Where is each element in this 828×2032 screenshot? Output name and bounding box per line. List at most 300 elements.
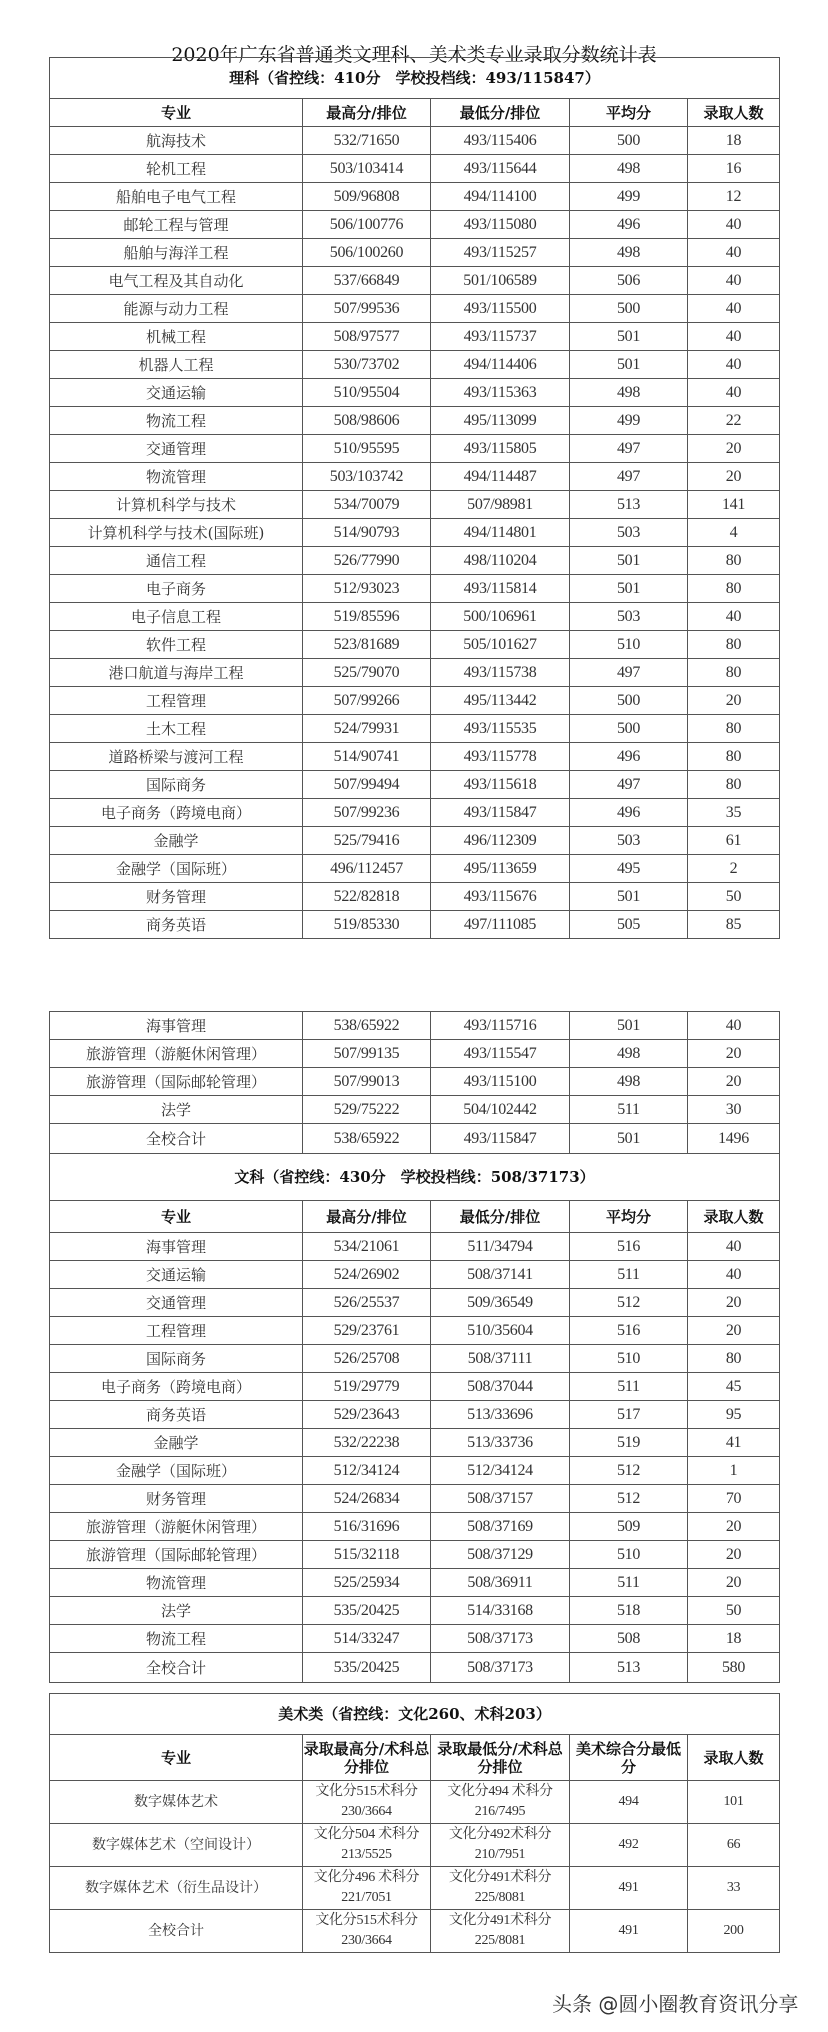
- cell-lowest-score-rank: 504/102442: [431, 1096, 570, 1124]
- cell-highest-score-rank: 534/21061: [303, 1233, 431, 1261]
- cell-highest-score-rank: 525/25934: [303, 1569, 431, 1597]
- cell-average-score: 517: [570, 1401, 688, 1429]
- cell-major: 电子信息工程: [50, 603, 303, 631]
- cell-major: 数字媒体艺术: [50, 1781, 303, 1824]
- cell-admitted-count: 20: [688, 1513, 780, 1541]
- cell-lowest-score-rank: 507/98981: [431, 491, 570, 519]
- cell-major: 物流管理: [50, 1569, 303, 1597]
- table-row: [50, 1625, 780, 1653]
- cell-lowest-score-rank: 508/37157: [431, 1485, 570, 1513]
- cell-average-score: 516: [570, 1233, 688, 1261]
- cell-average-score: 503: [570, 603, 688, 631]
- cell-average-score: 492: [570, 1824, 688, 1867]
- cell-major: 物流工程: [50, 407, 303, 435]
- cell-highest-score-rank: 524/79931: [303, 715, 431, 743]
- cell-highest-score-rank: 507/99236: [303, 799, 431, 827]
- cell-average-score: 512: [570, 1485, 688, 1513]
- cell-major: 法学: [50, 1597, 303, 1625]
- cell-average-score: 495: [570, 855, 688, 883]
- cell-major: 商务英语: [50, 911, 303, 939]
- cell-lowest-score-rank: 493/115618: [431, 771, 570, 799]
- cell-major: 计算机科学与技术: [50, 491, 303, 519]
- table-row: [50, 379, 780, 407]
- cell-lowest-score-rank: 493/115676: [431, 883, 570, 911]
- cell-admitted-count: 20: [688, 1068, 780, 1096]
- table-row: [50, 295, 780, 323]
- cell-major: 电气工程及其自动化: [50, 267, 303, 295]
- cell-lowest-score-rank: 493/115500: [431, 295, 570, 323]
- cell-admitted-count: 80: [688, 1345, 780, 1373]
- cell-average-score: 497: [570, 435, 688, 463]
- table-row: [50, 1513, 780, 1541]
- cell-highest-score-rank: 519/85596: [303, 603, 431, 631]
- cell-major: 海事管理: [50, 1012, 303, 1040]
- science-table-continued: [49, 1011, 780, 1154]
- cell-lowest-score-rank: 493/115847: [431, 799, 570, 827]
- cell-admitted-count: 85: [688, 911, 780, 939]
- header-highest-score-rank: 录取最高分/术科总分排位: [303, 1735, 431, 1781]
- cell-major: 法学: [50, 1096, 303, 1124]
- cell-highest-score-rank: 507/99013: [303, 1068, 431, 1096]
- cell-average-score: 501: [570, 351, 688, 379]
- header-major: 专业: [50, 99, 303, 127]
- cell-average-score: 501: [570, 575, 688, 603]
- cell-lowest-score-rank: 495/113442: [431, 687, 570, 715]
- cell-admitted-count: 80: [688, 771, 780, 799]
- cell-major: 交通运输: [50, 379, 303, 407]
- cell-highest-score-rank: 514/33247: [303, 1625, 431, 1653]
- cell-average-score: 501: [570, 323, 688, 351]
- cell-lowest-score-rank: 508/37173: [431, 1625, 570, 1653]
- header-lowest-score-rank: 最低分/排位: [431, 99, 570, 127]
- table-row: [50, 1289, 780, 1317]
- table-row: [50, 1373, 780, 1401]
- cell-lowest-score-rank: 513/33736: [431, 1429, 570, 1457]
- cell-lowest-score-rank: 文化分494 术科分216/7495: [431, 1781, 570, 1824]
- cell-major: 财务管理: [50, 883, 303, 911]
- cell-major: 道路桥梁与渡河工程: [50, 743, 303, 771]
- cell-major: 商务英语: [50, 1401, 303, 1429]
- cell-admitted-count: 40: [688, 1233, 780, 1261]
- cell-major: 能源与动力工程: [50, 295, 303, 323]
- cell-lowest-score-rank: 508/37111: [431, 1345, 570, 1373]
- table-row: [50, 715, 780, 743]
- cell-highest-score-rank: 535/20425: [303, 1597, 431, 1625]
- cell-lowest-score-rank: 493/115738: [431, 659, 570, 687]
- cell-lowest-score-rank: 494/114801: [431, 519, 570, 547]
- cell-lowest-score-rank: 文化分492术科分210/7951: [431, 1824, 570, 1867]
- cell-admitted-count: 22: [688, 407, 780, 435]
- cell-highest-score-rank: 文化分515术科分230/3664: [303, 1781, 431, 1824]
- cell-average-score: 498: [570, 239, 688, 267]
- table-header-row: [50, 99, 780, 127]
- cell-major: 旅游管理（游艇休闲管理）: [50, 1040, 303, 1068]
- cell-major: 金融学（国际班）: [50, 855, 303, 883]
- cell-average-score: 497: [570, 771, 688, 799]
- cell-average-score: 501: [570, 1012, 688, 1040]
- table-row: [50, 1867, 780, 1910]
- cell-admitted-count: 80: [688, 631, 780, 659]
- cell-admitted-count: 1: [688, 1457, 780, 1485]
- cell-major: 全校合计: [50, 1124, 303, 1154]
- cell-admitted-count: 40: [688, 351, 780, 379]
- cell-major: 交通管理: [50, 1289, 303, 1317]
- cell-highest-score-rank: 508/98606: [303, 407, 431, 435]
- table-row: [50, 1597, 780, 1625]
- cell-average-score: 498: [570, 379, 688, 407]
- cell-major: 旅游管理（国际邮轮管理）: [50, 1541, 303, 1569]
- cell-highest-score-rank: 512/34124: [303, 1457, 431, 1485]
- cell-admitted-count: 20: [688, 463, 780, 491]
- cell-major: 全校合计: [50, 1653, 303, 1683]
- cell-highest-score-rank: 529/23761: [303, 1317, 431, 1345]
- cell-average-score: 498: [570, 1068, 688, 1096]
- cell-admitted-count: 101: [688, 1781, 780, 1824]
- page-title: 2020年广东省普通类文理科、美术类专业录取分数统计表: [171, 44, 657, 66]
- watermark: 头条 @圆小圈教育资讯分享: [552, 1992, 799, 2016]
- art-table: [49, 1693, 780, 1953]
- cell-major: 软件工程: [50, 631, 303, 659]
- cell-highest-score-rank: 509/96808: [303, 183, 431, 211]
- cell-highest-score-rank: 507/99494: [303, 771, 431, 799]
- table-header-row: [50, 1201, 780, 1233]
- cell-highest-score-rank: 519/29779: [303, 1373, 431, 1401]
- cell-average-score: 511: [570, 1261, 688, 1289]
- cell-average-score: 500: [570, 687, 688, 715]
- cell-lowest-score-rank: 514/33168: [431, 1597, 570, 1625]
- cell-major: 船舶电子电气工程: [50, 183, 303, 211]
- cell-average-score: 491: [570, 1910, 688, 1953]
- cell-average-score: 500: [570, 715, 688, 743]
- header-average-score: 平均分: [570, 1201, 688, 1233]
- total-row: [50, 1910, 780, 1953]
- cell-lowest-score-rank: 511/34794: [431, 1233, 570, 1261]
- cell-admitted-count: 45: [688, 1373, 780, 1401]
- cell-admitted-count: 16: [688, 155, 780, 183]
- cell-average-score: 505: [570, 911, 688, 939]
- cell-lowest-score-rank: 文化分491术科分225/8081: [431, 1910, 570, 1953]
- cell-admitted-count: 1496: [688, 1124, 780, 1154]
- table-row: [50, 127, 780, 155]
- cell-average-score: 499: [570, 183, 688, 211]
- cell-lowest-score-rank: 508/37129: [431, 1541, 570, 1569]
- cell-average-score: 494: [570, 1781, 688, 1824]
- table-row: [50, 1569, 780, 1597]
- table-row: [50, 183, 780, 211]
- cell-major: 数字媒体艺术（空间设计）: [50, 1824, 303, 1867]
- cell-highest-score-rank: 532/71650: [303, 127, 431, 155]
- header-average-score: 平均分: [570, 99, 688, 127]
- cell-lowest-score-rank: 501/106589: [431, 267, 570, 295]
- cell-lowest-score-rank: 513/33696: [431, 1401, 570, 1429]
- header-admitted-count: 录取人数: [688, 1735, 780, 1781]
- cell-lowest-score-rank: 508/37141: [431, 1261, 570, 1289]
- cell-admitted-count: 12: [688, 183, 780, 211]
- cell-highest-score-rank: 507/99266: [303, 687, 431, 715]
- cell-admitted-count: 95: [688, 1401, 780, 1429]
- header-admitted-count: 录取人数: [688, 99, 780, 127]
- cell-lowest-score-rank: 510/35604: [431, 1317, 570, 1345]
- cell-lowest-score-rank: 493/115716: [431, 1012, 570, 1040]
- cell-major: 国际商务: [50, 771, 303, 799]
- cell-lowest-score-rank: 508/36911: [431, 1569, 570, 1597]
- cell-highest-score-rank: 524/26902: [303, 1261, 431, 1289]
- cell-highest-score-rank: 510/95504: [303, 379, 431, 407]
- table-row: [50, 1233, 780, 1261]
- cell-average-score: 501: [570, 1124, 688, 1154]
- cell-average-score: 511: [570, 1096, 688, 1124]
- cell-admitted-count: 40: [688, 267, 780, 295]
- cell-average-score: 496: [570, 743, 688, 771]
- cell-lowest-score-rank: 493/115737: [431, 323, 570, 351]
- cell-admitted-count: 20: [688, 1040, 780, 1068]
- cell-admitted-count: 40: [688, 323, 780, 351]
- table-row: [50, 491, 780, 519]
- cell-average-score: 503: [570, 827, 688, 855]
- cell-admitted-count: 40: [688, 211, 780, 239]
- cell-major: 旅游管理（国际邮轮管理）: [50, 1068, 303, 1096]
- cell-highest-score-rank: 526/77990: [303, 547, 431, 575]
- cell-major: 旅游管理（游艇休闲管理）: [50, 1513, 303, 1541]
- cell-admitted-count: 50: [688, 883, 780, 911]
- cell-major: 工程管理: [50, 1317, 303, 1345]
- cell-average-score: 496: [570, 211, 688, 239]
- cell-average-score: 496: [570, 799, 688, 827]
- cell-admitted-count: 35: [688, 799, 780, 827]
- cell-highest-score-rank: 507/99135: [303, 1040, 431, 1068]
- cell-highest-score-rank: 503/103414: [303, 155, 431, 183]
- table-row: [50, 1824, 780, 1867]
- cell-highest-score-rank: 535/20425: [303, 1653, 431, 1683]
- cell-admitted-count: 40: [688, 295, 780, 323]
- cell-lowest-score-rank: 497/111085: [431, 911, 570, 939]
- cell-admitted-count: 66: [688, 1824, 780, 1867]
- table-row: [50, 1317, 780, 1345]
- liberal-table: [49, 1153, 780, 1683]
- cell-major: 数字媒体艺术（衍生品设计）: [50, 1867, 303, 1910]
- cell-average-score: 497: [570, 659, 688, 687]
- cell-lowest-score-rank: 498/110204: [431, 547, 570, 575]
- cell-admitted-count: 40: [688, 603, 780, 631]
- cell-major: 金融学（国际班）: [50, 1457, 303, 1485]
- cell-average-score: 508: [570, 1625, 688, 1653]
- cell-lowest-score-rank: 493/115814: [431, 575, 570, 603]
- cell-admitted-count: 50: [688, 1597, 780, 1625]
- cell-average-score: 497: [570, 463, 688, 491]
- cell-major: 港口航道与海岸工程: [50, 659, 303, 687]
- cell-highest-score-rank: 514/90741: [303, 743, 431, 771]
- cell-admitted-count: 80: [688, 715, 780, 743]
- cell-lowest-score-rank: 493/115257: [431, 239, 570, 267]
- cell-major: 电子商务: [50, 575, 303, 603]
- cell-highest-score-rank: 524/26834: [303, 1485, 431, 1513]
- cell-major: 金融学: [50, 827, 303, 855]
- table-row: [50, 239, 780, 267]
- cell-admitted-count: 141: [688, 491, 780, 519]
- cell-average-score: 511: [570, 1569, 688, 1597]
- total-row: [50, 1124, 780, 1154]
- cell-highest-score-rank: 526/25537: [303, 1289, 431, 1317]
- cell-highest-score-rank: 519/85330: [303, 911, 431, 939]
- cell-admitted-count: 20: [688, 1317, 780, 1345]
- cell-lowest-score-rank: 500/106961: [431, 603, 570, 631]
- cell-lowest-score-rank: 508/37044: [431, 1373, 570, 1401]
- cell-highest-score-rank: 532/22238: [303, 1429, 431, 1457]
- table-row: [50, 827, 780, 855]
- art-section-title: 美术类（省控线：文化260、术科203）: [50, 1694, 780, 1735]
- cell-average-score: 500: [570, 127, 688, 155]
- cell-admitted-count: 80: [688, 743, 780, 771]
- table-row: [50, 547, 780, 575]
- cell-highest-score-rank: 534/70079: [303, 491, 431, 519]
- cell-highest-score-rank: 507/99536: [303, 295, 431, 323]
- cell-major: 海事管理: [50, 1233, 303, 1261]
- cell-admitted-count: 4: [688, 519, 780, 547]
- table-row: [50, 1401, 780, 1429]
- table-row: [50, 1485, 780, 1513]
- cell-major: 国际商务: [50, 1345, 303, 1373]
- table-row: [50, 883, 780, 911]
- cell-highest-score-rank: 503/103742: [303, 463, 431, 491]
- cell-lowest-score-rank: 505/101627: [431, 631, 570, 659]
- cell-major: 金融学: [50, 1429, 303, 1457]
- cell-lowest-score-rank: 495/113659: [431, 855, 570, 883]
- cell-admitted-count: 40: [688, 1012, 780, 1040]
- cell-lowest-score-rank: 508/37173: [431, 1653, 570, 1683]
- cell-highest-score-rank: 文化分515术科分230/3664: [303, 1910, 431, 1953]
- cell-highest-score-rank: 538/65922: [303, 1124, 431, 1154]
- cell-highest-score-rank: 522/82818: [303, 883, 431, 911]
- cell-admitted-count: 80: [688, 547, 780, 575]
- table-row: [50, 631, 780, 659]
- table-row: [50, 519, 780, 547]
- cell-major: 交通管理: [50, 435, 303, 463]
- table-row: [50, 435, 780, 463]
- table-row: [50, 211, 780, 239]
- cell-average-score: 503: [570, 519, 688, 547]
- table-row: [50, 1068, 780, 1096]
- table-row: [50, 603, 780, 631]
- header-highest-score-rank: 最高分/排位: [303, 1201, 431, 1233]
- cell-lowest-score-rank: 494/114100: [431, 183, 570, 211]
- cell-average-score: 506: [570, 267, 688, 295]
- cell-lowest-score-rank: 496/112309: [431, 827, 570, 855]
- cell-major: 航海技术: [50, 127, 303, 155]
- cell-admitted-count: 41: [688, 1429, 780, 1457]
- cell-admitted-count: 70: [688, 1485, 780, 1513]
- cell-lowest-score-rank: 493/115778: [431, 743, 570, 771]
- table-row: [50, 1040, 780, 1068]
- cell-major: 财务管理: [50, 1485, 303, 1513]
- cell-average-score: 512: [570, 1457, 688, 1485]
- cell-major: 物流管理: [50, 463, 303, 491]
- cell-highest-score-rank: 506/100260: [303, 239, 431, 267]
- cell-lowest-score-rank: 文化分491术科分225/8081: [431, 1867, 570, 1910]
- cell-lowest-score-rank: 493/115644: [431, 155, 570, 183]
- cell-admitted-count: 20: [688, 1541, 780, 1569]
- cell-admitted-count: 20: [688, 687, 780, 715]
- cell-average-score: 513: [570, 491, 688, 519]
- cell-admitted-count: 61: [688, 827, 780, 855]
- cell-average-score: 511: [570, 1373, 688, 1401]
- cell-highest-score-rank: 523/81689: [303, 631, 431, 659]
- cell-highest-score-rank: 515/32118: [303, 1541, 431, 1569]
- cell-lowest-score-rank: 508/37169: [431, 1513, 570, 1541]
- cell-average-score: 491: [570, 1867, 688, 1910]
- table-row: [50, 687, 780, 715]
- table-row: [50, 1457, 780, 1485]
- cell-average-score: 518: [570, 1597, 688, 1625]
- cell-admitted-count: 33: [688, 1867, 780, 1910]
- table-row: [50, 771, 780, 799]
- cell-major: 机器人工程: [50, 351, 303, 379]
- cell-lowest-score-rank: 495/113099: [431, 407, 570, 435]
- cell-average-score: 510: [570, 1345, 688, 1373]
- cell-admitted-count: 40: [688, 379, 780, 407]
- header-major: 专业: [50, 1201, 303, 1233]
- cell-major: 交通运输: [50, 1261, 303, 1289]
- cell-highest-score-rank: 529/23643: [303, 1401, 431, 1429]
- table-row: [50, 407, 780, 435]
- cell-lowest-score-rank: 493/115847: [431, 1124, 570, 1154]
- table-row: [50, 351, 780, 379]
- cell-major: 机械工程: [50, 323, 303, 351]
- table-row: [50, 1429, 780, 1457]
- table-row: [50, 1345, 780, 1373]
- cell-major: 全校合计: [50, 1910, 303, 1953]
- cell-major: 电子商务（跨境电商）: [50, 1373, 303, 1401]
- cell-average-score: 500: [570, 295, 688, 323]
- cell-admitted-count: 40: [688, 1261, 780, 1289]
- cell-admitted-count: 20: [688, 1569, 780, 1597]
- cell-lowest-score-rank: 509/36549: [431, 1289, 570, 1317]
- cell-lowest-score-rank: 493/115406: [431, 127, 570, 155]
- cell-highest-score-rank: 529/75222: [303, 1096, 431, 1124]
- header-highest-score-rank: 最高分/排位: [303, 99, 431, 127]
- cell-admitted-count: 80: [688, 575, 780, 603]
- cell-highest-score-rank: 508/97577: [303, 323, 431, 351]
- cell-major: 计算机科学与技术(国际班): [50, 519, 303, 547]
- table-row: [50, 267, 780, 295]
- cell-admitted-count: 40: [688, 239, 780, 267]
- cell-highest-score-rank: 537/66849: [303, 267, 431, 295]
- cell-highest-score-rank: 530/73702: [303, 351, 431, 379]
- cell-major: 土木工程: [50, 715, 303, 743]
- cell-highest-score-rank: 496/112457: [303, 855, 431, 883]
- header-lowest-score-rank: 最低分/排位: [431, 1201, 570, 1233]
- cell-lowest-score-rank: 493/115080: [431, 211, 570, 239]
- cell-highest-score-rank: 文化分496 术科分221/7051: [303, 1867, 431, 1910]
- cell-highest-score-rank: 文化分504 术科分213/5525: [303, 1824, 431, 1867]
- cell-admitted-count: 18: [688, 127, 780, 155]
- table-row: [50, 1012, 780, 1040]
- cell-lowest-score-rank: 493/115100: [431, 1068, 570, 1096]
- table-row: [50, 575, 780, 603]
- liberal-section-title: 文科（省控线：430分 学校投档线：508/37173）: [50, 1154, 780, 1201]
- cell-admitted-count: 200: [688, 1910, 780, 1953]
- cell-admitted-count: 20: [688, 1289, 780, 1317]
- cell-average-score: 509: [570, 1513, 688, 1541]
- cell-admitted-count: 30: [688, 1096, 780, 1124]
- cell-highest-score-rank: 506/100776: [303, 211, 431, 239]
- cell-highest-score-rank: 510/95595: [303, 435, 431, 463]
- cell-highest-score-rank: 526/25708: [303, 1345, 431, 1373]
- cell-average-score: 510: [570, 631, 688, 659]
- cell-average-score: 501: [570, 547, 688, 575]
- table-row: [50, 1781, 780, 1824]
- header-major: 专业: [50, 1735, 303, 1781]
- cell-highest-score-rank: 525/79070: [303, 659, 431, 687]
